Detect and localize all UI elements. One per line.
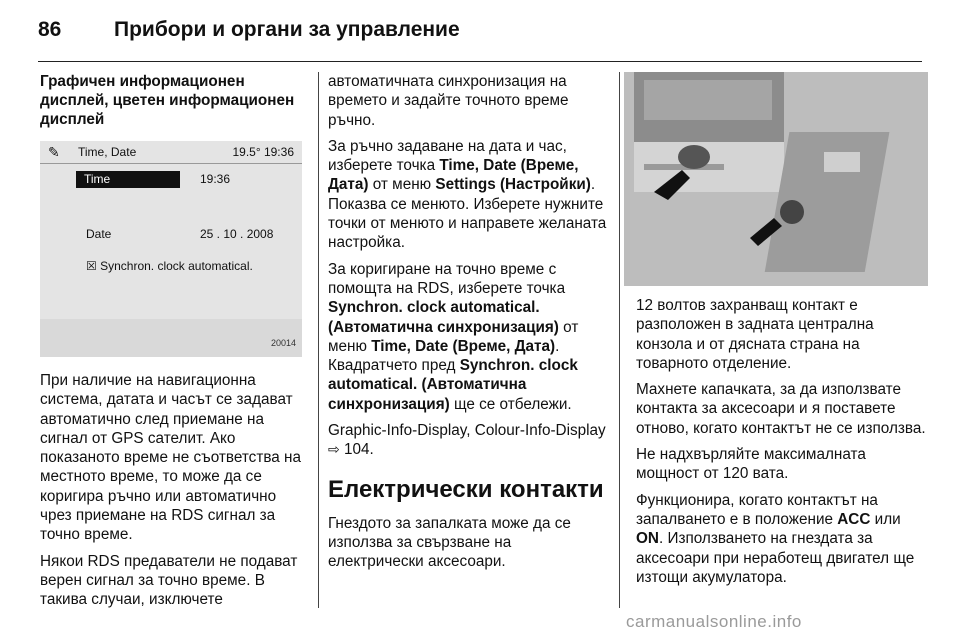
text-run: Graphic-Info-Display, Colour-Info-Display — [328, 422, 606, 440]
clock-edit-icon: ✎ — [48, 144, 60, 160]
column-left — [40, 72, 310, 617]
page-number: 86 — [38, 18, 62, 41]
page-header — [38, 14, 922, 54]
column-middle — [328, 72, 608, 579]
paragraph — [636, 491, 928, 587]
page-reference[interactable]: 104 — [343, 441, 370, 459]
watermark: carmanualsonline.info — [626, 612, 802, 631]
section-heading: Графичен информационен дисплей, цветен информационен дисплей — [40, 73, 295, 128]
display-status: 19.5° 19:36 — [232, 145, 294, 159]
socket-photo — [624, 72, 928, 286]
socket-icon — [780, 200, 804, 224]
selected-menu-item: Time — [76, 171, 180, 188]
date-value: 25 . 10 . 2008 — [200, 227, 274, 241]
paragraph — [328, 260, 608, 414]
time-value: 19:36 — [200, 172, 231, 186]
paragraph: Някои RDS предаватели не подават верен сигнал за точно време. В такива случаи, изключете — [40, 552, 298, 609]
text-run: от меню — [328, 318, 579, 355]
text-run: . Квадратчето пред — [328, 337, 560, 375]
ignition-position: ON — [636, 530, 659, 548]
display-topbar — [40, 141, 302, 164]
paragraph: Гнездото за запалката може да се използва за свързване на електрически аксесоари. — [328, 514, 571, 571]
menu-ref: Settings (Настройки) — [435, 176, 591, 194]
paragraph — [328, 421, 608, 460]
text-run: За коригиране на точно време с помощта на RDS, изберете точка — [328, 260, 566, 297]
paragraph: Не надхвърляйте максималната мощност от 120 вата. — [636, 446, 866, 483]
page-title: Прибори и органи за управление — [114, 18, 460, 41]
figure-number: 20014 — [270, 337, 296, 348]
ignition-position: ACC — [837, 510, 871, 528]
text-run: . Показва се менюто. Изберете нужните точки от менюто и направете желаната настройка. — [328, 176, 607, 252]
menu-ref: Time, Date (Време, Дата) — [371, 337, 556, 355]
column-divider — [318, 72, 319, 608]
sync-checkbox-label: ☒ Synchron. clock automatical. — [86, 259, 253, 273]
text-run: ще се отбележи. — [449, 395, 572, 413]
paragraph: 12 волтов захранващ контакт е разположен в задната централна конзола и от дясната страна на товарното отделение. — [636, 297, 874, 372]
menu-item-ref: Synchron. clock automatical. (Автоматична синхронизация) — [328, 357, 578, 413]
paragraph: Махнете капачката, за да използвате контакта за аксесоари и я поставете отново, когато контактът не се използва. — [636, 381, 926, 437]
text-run: . Използването на гнездата за аксесоари при неработещ двигател ще изтощи акумулатора. — [636, 530, 915, 586]
column-right — [636, 296, 928, 594]
section-heading: Електрически контакти — [328, 475, 604, 503]
socket-cap-icon — [678, 145, 710, 169]
column-divider — [619, 72, 620, 608]
paragraph — [328, 137, 608, 253]
menu-item-ref: Synchron. clock automatical. (Автоматична синхронизация) — [328, 299, 559, 336]
text-run: или — [870, 510, 901, 528]
display-title: Time, Date — [78, 145, 137, 159]
paragraph: При наличие на навигационна система, датата и часът се задават автоматично след приемане на сигнал от GPS сателит. Ако показаното време не съответства на местното време, то може да се коригира ръчно или автоматично чрез приемане на RDS сигнал за точно време. — [40, 372, 302, 544]
paragraph: автоматичната синхронизация на времето и задайте точното време ръчно. — [328, 73, 569, 129]
display-screen — [40, 141, 302, 319]
display-figure — [40, 141, 302, 357]
text-run: . — [369, 441, 374, 459]
socket-illustration — [624, 72, 928, 286]
text-run: За ръчно задаване на дата и час, изберете точка — [328, 137, 567, 175]
date-label: Date — [86, 227, 112, 241]
menu-item-ref: Time, Date (Време, Дата) — [328, 157, 579, 194]
page-ref-arrow-icon: ⇨ — [328, 441, 340, 458]
header-divider — [38, 61, 922, 62]
text-run: от меню — [368, 176, 436, 194]
text-run: Функционира, когато контактът на запалването е в положение — [636, 491, 878, 528]
